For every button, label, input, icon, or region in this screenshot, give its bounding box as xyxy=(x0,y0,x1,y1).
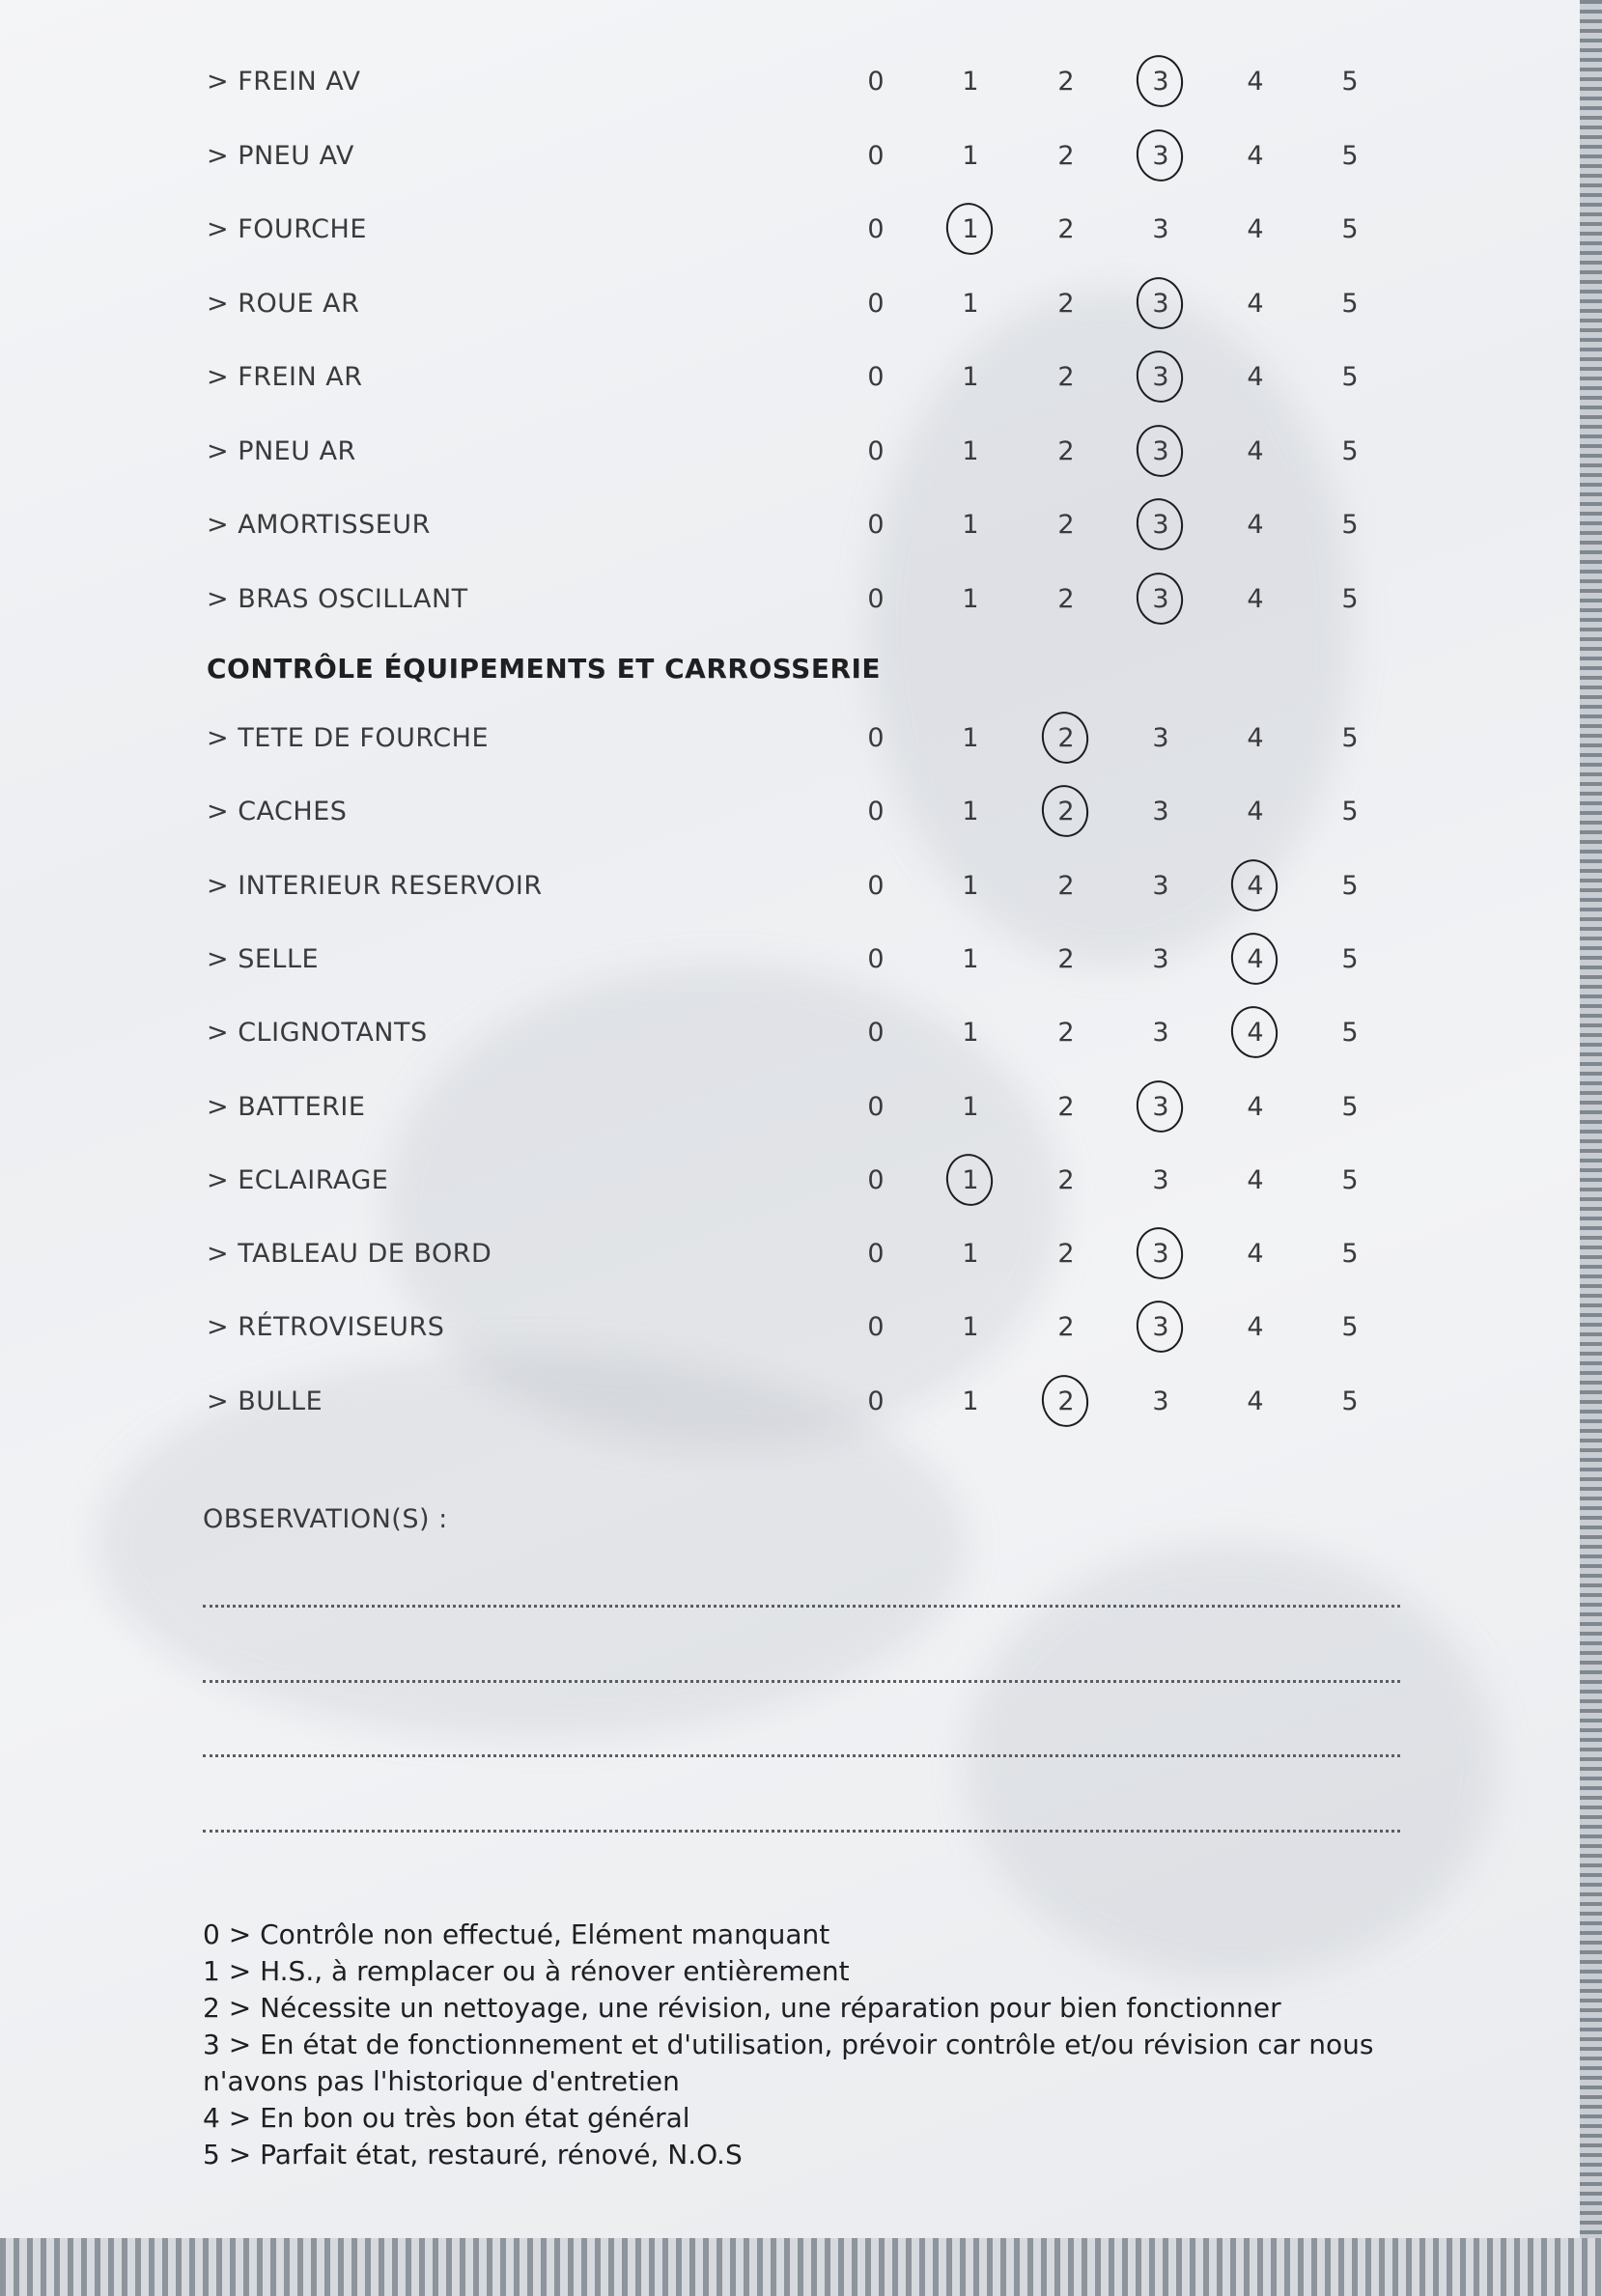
item-label: > AMORTISSEUR xyxy=(207,510,431,540)
inspection-row xyxy=(0,1373,1580,1431)
score-value: 1 xyxy=(962,1386,979,1416)
score-value: 4 xyxy=(1247,583,1264,614)
score-value: 1 xyxy=(962,67,979,97)
score-value: 2 xyxy=(1057,723,1075,753)
score-value: 3 xyxy=(1152,288,1169,319)
score-value: 5 xyxy=(1341,797,1359,827)
score-4[interactable] xyxy=(1226,871,1284,901)
score-5[interactable] xyxy=(1321,510,1379,540)
score-0[interactable] xyxy=(847,1092,905,1122)
score-0[interactable] xyxy=(847,1386,905,1416)
score-value: 2 xyxy=(1057,67,1075,97)
score-5[interactable] xyxy=(1321,1165,1379,1195)
score-3[interactable] xyxy=(1132,67,1190,97)
score-value: 2 xyxy=(1057,1164,1075,1195)
inspection-row xyxy=(0,1004,1580,1062)
score-value: 4 xyxy=(1247,435,1264,466)
legend-line: 2 > Nécessite un nettoyage, une révision, une réparation pour bien fonctionner xyxy=(203,1992,1281,2024)
score-value: 1 xyxy=(962,797,979,827)
score-2[interactable] xyxy=(1037,1092,1095,1122)
score-0[interactable] xyxy=(847,362,905,392)
item-label: > SELLE xyxy=(207,943,320,974)
score-5[interactable] xyxy=(1321,1312,1379,1342)
score-value: 5 xyxy=(1341,67,1359,97)
score-3[interactable] xyxy=(1132,1312,1190,1342)
score-4[interactable] xyxy=(1226,723,1284,753)
score-5[interactable] xyxy=(1321,362,1379,392)
score-4[interactable] xyxy=(1226,510,1284,540)
score-value: 5 xyxy=(1341,723,1359,753)
score-value: 3 xyxy=(1152,1018,1169,1049)
score-3[interactable] xyxy=(1132,510,1190,540)
observation-line xyxy=(203,1830,1400,1833)
score-1[interactable] xyxy=(942,214,999,244)
score-3[interactable] xyxy=(1132,362,1190,392)
score-value: 4 xyxy=(1247,140,1264,171)
score-2[interactable] xyxy=(1037,67,1095,97)
inspection-row xyxy=(0,710,1580,768)
score-value: 1 xyxy=(962,362,979,392)
score-2[interactable] xyxy=(1037,944,1095,974)
score-5[interactable] xyxy=(1321,1386,1379,1416)
score-value: 3 xyxy=(1152,797,1169,827)
score-2[interactable] xyxy=(1037,214,1095,244)
score-2[interactable] xyxy=(1037,1386,1095,1416)
score-value: 0 xyxy=(867,435,885,466)
item-label: > ECLAIRAGE xyxy=(207,1164,389,1195)
score-value: 2 xyxy=(1057,870,1075,901)
inspection-row xyxy=(0,349,1580,406)
selection-circle xyxy=(1132,1297,1188,1358)
score-2[interactable] xyxy=(1037,141,1095,171)
score-value: 4 xyxy=(1247,67,1264,97)
item-label: > FREIN AV xyxy=(207,67,361,97)
score-0[interactable] xyxy=(847,214,905,244)
selection-circle xyxy=(942,199,998,260)
selection-circle xyxy=(1037,708,1093,769)
score-value: 0 xyxy=(867,723,885,753)
score-5[interactable] xyxy=(1321,1239,1379,1269)
score-4[interactable] xyxy=(1226,1239,1284,1269)
score-value: 5 xyxy=(1341,1164,1359,1195)
score-0[interactable] xyxy=(847,1165,905,1195)
score-0[interactable] xyxy=(847,436,905,466)
inspection-row xyxy=(0,423,1580,481)
selection-circle xyxy=(1132,1076,1188,1136)
score-4[interactable] xyxy=(1226,436,1284,466)
score-value: 4 xyxy=(1247,723,1264,753)
score-value: 1 xyxy=(962,1312,979,1343)
item-label: > BRAS OSCILLANT xyxy=(207,583,468,614)
selection-circle xyxy=(1037,1370,1093,1431)
score-2[interactable] xyxy=(1037,289,1095,319)
score-value: 2 xyxy=(1057,288,1075,319)
score-value: 3 xyxy=(1152,1312,1169,1343)
score-5[interactable] xyxy=(1321,214,1379,244)
score-4[interactable] xyxy=(1226,1386,1284,1416)
score-value: 2 xyxy=(1057,1018,1075,1049)
score-value: 5 xyxy=(1341,362,1359,392)
score-1[interactable] xyxy=(942,1018,999,1048)
item-label: > PNEU AV xyxy=(207,140,354,171)
selection-circle xyxy=(1226,928,1282,989)
score-5[interactable] xyxy=(1321,1018,1379,1048)
binder-edge xyxy=(1580,0,1602,2296)
item-label: > TABLEAU DE BORD xyxy=(207,1239,492,1270)
score-value: 3 xyxy=(1152,1164,1169,1195)
score-value: 1 xyxy=(962,435,979,466)
inspection-row xyxy=(0,127,1580,185)
score-5[interactable] xyxy=(1321,141,1379,171)
score-1[interactable] xyxy=(942,141,999,171)
score-value: 0 xyxy=(867,870,885,901)
legend xyxy=(203,1917,1400,2173)
score-value: 5 xyxy=(1341,288,1359,319)
item-label: > RÉTROVISEURS xyxy=(207,1312,445,1343)
score-value: 2 xyxy=(1057,362,1075,392)
legend-line: n'avons pas l'historique d'entretien xyxy=(203,2065,680,2097)
score-5[interactable] xyxy=(1321,797,1379,826)
score-value: 4 xyxy=(1247,1386,1264,1416)
score-3[interactable] xyxy=(1132,1018,1190,1048)
item-label: > CACHES xyxy=(207,797,348,827)
score-1[interactable] xyxy=(942,944,999,974)
score-0[interactable] xyxy=(847,141,905,171)
score-value: 4 xyxy=(1247,510,1264,540)
inspection-row xyxy=(0,571,1580,629)
score-1[interactable] xyxy=(942,584,999,614)
score-value: 2 xyxy=(1057,1091,1075,1122)
score-4[interactable] xyxy=(1226,1092,1284,1122)
score-5[interactable] xyxy=(1321,67,1379,97)
score-value: 3 xyxy=(1152,362,1169,392)
score-value: 3 xyxy=(1152,723,1169,753)
score-value: 0 xyxy=(867,1164,885,1195)
inspection-row xyxy=(0,1225,1580,1283)
score-value: 1 xyxy=(962,870,979,901)
item-label: > TETE DE FOURCHE xyxy=(207,723,489,753)
score-value: 0 xyxy=(867,1386,885,1416)
score-3[interactable] xyxy=(1132,141,1190,171)
score-value: 5 xyxy=(1341,435,1359,466)
score-value: 4 xyxy=(1247,1091,1264,1122)
score-0[interactable] xyxy=(847,67,905,97)
score-value: 5 xyxy=(1341,583,1359,614)
selection-circle xyxy=(1132,125,1188,185)
score-4[interactable] xyxy=(1226,289,1284,319)
score-value: 1 xyxy=(962,943,979,974)
score-value: 4 xyxy=(1247,797,1264,827)
score-value: 5 xyxy=(1341,1239,1359,1270)
score-value: 0 xyxy=(867,943,885,974)
score-3[interactable] xyxy=(1132,584,1190,614)
score-1[interactable] xyxy=(942,362,999,392)
score-0[interactable] xyxy=(847,944,905,974)
score-value: 0 xyxy=(867,140,885,171)
item-label: > PNEU AR xyxy=(207,435,356,466)
score-value: 2 xyxy=(1057,583,1075,614)
score-4[interactable] xyxy=(1226,67,1284,97)
score-value: 2 xyxy=(1057,214,1075,244)
score-value: 0 xyxy=(867,67,885,97)
score-2[interactable] xyxy=(1037,797,1095,826)
score-0[interactable] xyxy=(847,1312,905,1342)
score-4[interactable] xyxy=(1226,1312,1284,1342)
score-value: 2 xyxy=(1057,1386,1075,1416)
score-value: 3 xyxy=(1152,140,1169,171)
score-value: 3 xyxy=(1152,214,1169,244)
inspection-row xyxy=(0,1299,1580,1357)
selection-circle xyxy=(1037,781,1093,842)
item-label: > BULLE xyxy=(207,1386,323,1416)
score-value: 2 xyxy=(1057,1312,1075,1343)
score-3[interactable] xyxy=(1132,944,1190,974)
score-value: 4 xyxy=(1247,1239,1264,1270)
score-0[interactable] xyxy=(847,797,905,826)
selection-circle xyxy=(1132,568,1188,629)
score-0[interactable] xyxy=(847,723,905,753)
selection-circle xyxy=(1132,272,1188,333)
score-1[interactable] xyxy=(942,289,999,319)
score-value: 3 xyxy=(1152,870,1169,901)
score-4[interactable] xyxy=(1226,362,1284,392)
score-value: 0 xyxy=(867,288,885,319)
score-1[interactable] xyxy=(942,1165,999,1195)
score-value: 3 xyxy=(1152,510,1169,540)
item-label: > FOURCHE xyxy=(207,214,367,244)
score-1[interactable] xyxy=(942,1312,999,1342)
score-3[interactable] xyxy=(1132,1092,1190,1122)
score-1[interactable] xyxy=(942,510,999,540)
score-4[interactable] xyxy=(1226,944,1284,974)
score-5[interactable] xyxy=(1321,436,1379,466)
score-value: 5 xyxy=(1341,214,1359,244)
score-1[interactable] xyxy=(942,67,999,97)
score-0[interactable] xyxy=(847,289,905,319)
inspection-row xyxy=(0,857,1580,915)
score-3[interactable] xyxy=(1132,723,1190,753)
score-value: 0 xyxy=(867,362,885,392)
observation-line xyxy=(203,1605,1400,1608)
score-0[interactable] xyxy=(847,871,905,901)
score-value: 4 xyxy=(1247,288,1264,319)
score-5[interactable] xyxy=(1321,1092,1379,1122)
score-value: 5 xyxy=(1341,1018,1359,1049)
selection-circle xyxy=(1132,494,1188,555)
score-value: 2 xyxy=(1057,1239,1075,1270)
score-2[interactable] xyxy=(1037,362,1095,392)
section-title: CONTRÔLE ÉQUIPEMENTS ET CARROSSERIE xyxy=(207,653,882,685)
score-5[interactable] xyxy=(1321,944,1379,974)
score-value: 3 xyxy=(1152,435,1169,466)
score-value: 5 xyxy=(1341,1312,1359,1343)
inspection-row xyxy=(0,201,1580,259)
score-1[interactable] xyxy=(942,1239,999,1269)
score-5[interactable] xyxy=(1321,723,1379,753)
selection-circle xyxy=(1132,51,1188,112)
score-value: 0 xyxy=(867,1091,885,1122)
score-5[interactable] xyxy=(1321,289,1379,319)
legend-line: 0 > Contrôle non effectué, Elément manquant xyxy=(203,1918,830,1950)
score-2[interactable] xyxy=(1037,1165,1095,1195)
score-3[interactable] xyxy=(1132,797,1190,826)
score-2[interactable] xyxy=(1037,436,1095,466)
score-2[interactable] xyxy=(1037,510,1095,540)
score-value: 0 xyxy=(867,1018,885,1049)
score-4[interactable] xyxy=(1226,584,1284,614)
glare-shadow xyxy=(966,1545,1497,1979)
item-label: > BATTERIE xyxy=(207,1091,366,1122)
score-value: 1 xyxy=(962,288,979,319)
score-value: 4 xyxy=(1247,1164,1264,1195)
legend-line: 5 > Parfait état, restauré, rénové, N.O.S xyxy=(203,2139,743,2170)
score-value: 5 xyxy=(1341,1091,1359,1122)
inspection-row xyxy=(0,1078,1580,1136)
score-value: 5 xyxy=(1341,510,1359,540)
score-0[interactable] xyxy=(847,510,905,540)
score-value: 3 xyxy=(1152,1386,1169,1416)
score-value: 2 xyxy=(1057,140,1075,171)
score-4[interactable] xyxy=(1226,1165,1284,1195)
score-value: 4 xyxy=(1247,1312,1264,1343)
score-value: 5 xyxy=(1341,943,1359,974)
inspection-row xyxy=(0,1152,1580,1210)
selection-circle xyxy=(1132,1223,1188,1284)
selection-circle xyxy=(1226,1002,1282,1063)
inspection-row xyxy=(0,53,1580,111)
score-3[interactable] xyxy=(1132,289,1190,319)
observation-line xyxy=(203,1754,1400,1757)
score-value: 1 xyxy=(962,214,979,244)
score-5[interactable] xyxy=(1321,584,1379,614)
score-4[interactable] xyxy=(1226,797,1284,826)
item-label: > INTERIEUR RESERVOIR xyxy=(207,870,543,901)
score-4[interactable] xyxy=(1226,1018,1284,1048)
legend-line: 3 > En état de fonctionnement et d'utilisation, prévoir contrôle et/ou révision car nous xyxy=(203,2029,1374,2060)
score-value: 1 xyxy=(962,1239,979,1270)
score-value: 2 xyxy=(1057,943,1075,974)
score-value: 0 xyxy=(867,1239,885,1270)
score-2[interactable] xyxy=(1037,584,1095,614)
score-value: 4 xyxy=(1247,1018,1264,1049)
score-value: 2 xyxy=(1057,797,1075,827)
score-value: 1 xyxy=(962,1164,979,1195)
score-value: 0 xyxy=(867,583,885,614)
score-value: 0 xyxy=(867,510,885,540)
score-value: 5 xyxy=(1341,140,1359,171)
score-3[interactable] xyxy=(1132,1239,1190,1269)
score-value: 0 xyxy=(867,1312,885,1343)
selection-circle xyxy=(1132,347,1188,407)
score-3[interactable] xyxy=(1132,436,1190,466)
score-value: 1 xyxy=(962,1018,979,1049)
score-0[interactable] xyxy=(847,584,905,614)
legend-line: 4 > En bon ou très bon état général xyxy=(203,2102,690,2134)
selection-circle xyxy=(1132,420,1188,481)
score-4[interactable] xyxy=(1226,214,1284,244)
selection-circle xyxy=(942,1149,998,1210)
selection-circle xyxy=(1226,854,1282,915)
score-value: 4 xyxy=(1247,362,1264,392)
score-value: 5 xyxy=(1341,870,1359,901)
score-2[interactable] xyxy=(1037,1018,1095,1048)
inspection-row xyxy=(0,275,1580,333)
score-value: 2 xyxy=(1057,510,1075,540)
score-1[interactable] xyxy=(942,1386,999,1416)
score-0[interactable] xyxy=(847,1018,905,1048)
score-value: 3 xyxy=(1152,1091,1169,1122)
score-1[interactable] xyxy=(942,797,999,826)
inspection-row xyxy=(0,783,1580,841)
score-3[interactable] xyxy=(1132,1165,1190,1195)
score-3[interactable] xyxy=(1132,871,1190,901)
score-value: 1 xyxy=(962,140,979,171)
score-value: 3 xyxy=(1152,67,1169,97)
score-value: 4 xyxy=(1247,214,1264,244)
score-value: 5 xyxy=(1341,1386,1359,1416)
score-value: 0 xyxy=(867,214,885,244)
score-value: 1 xyxy=(962,510,979,540)
score-value: 3 xyxy=(1152,1239,1169,1270)
binder-bottom xyxy=(0,2238,1602,2296)
score-0[interactable] xyxy=(847,1239,905,1269)
score-3[interactable] xyxy=(1132,1386,1190,1416)
score-2[interactable] xyxy=(1037,1239,1095,1269)
score-1[interactable] xyxy=(942,723,999,753)
item-label: > FREIN AR xyxy=(207,362,363,392)
score-3[interactable] xyxy=(1132,214,1190,244)
observations-label: OBSERVATION(S) : xyxy=(203,1504,448,1534)
item-label: > ROUE AR xyxy=(207,288,360,319)
score-2[interactable] xyxy=(1037,723,1095,753)
score-2[interactable] xyxy=(1037,871,1095,901)
inspection-row xyxy=(0,931,1580,989)
score-1[interactable] xyxy=(942,436,999,466)
score-value: 1 xyxy=(962,1091,979,1122)
score-5[interactable] xyxy=(1321,871,1379,901)
observation-line xyxy=(203,1680,1400,1683)
legend-line: 1 > H.S., à remplacer ou à rénover entièrement xyxy=(203,1955,850,1987)
score-1[interactable] xyxy=(942,1092,999,1122)
item-label: > CLIGNOTANTS xyxy=(207,1018,428,1049)
score-value: 2 xyxy=(1057,435,1075,466)
score-value: 3 xyxy=(1152,943,1169,974)
score-value: 1 xyxy=(962,723,979,753)
score-value: 3 xyxy=(1152,583,1169,614)
score-2[interactable] xyxy=(1037,1312,1095,1342)
score-1[interactable] xyxy=(942,871,999,901)
score-value: 0 xyxy=(867,797,885,827)
score-value: 1 xyxy=(962,583,979,614)
inspection-row xyxy=(0,496,1580,554)
score-value: 4 xyxy=(1247,870,1264,901)
score-4[interactable] xyxy=(1226,141,1284,171)
score-value: 4 xyxy=(1247,943,1264,974)
